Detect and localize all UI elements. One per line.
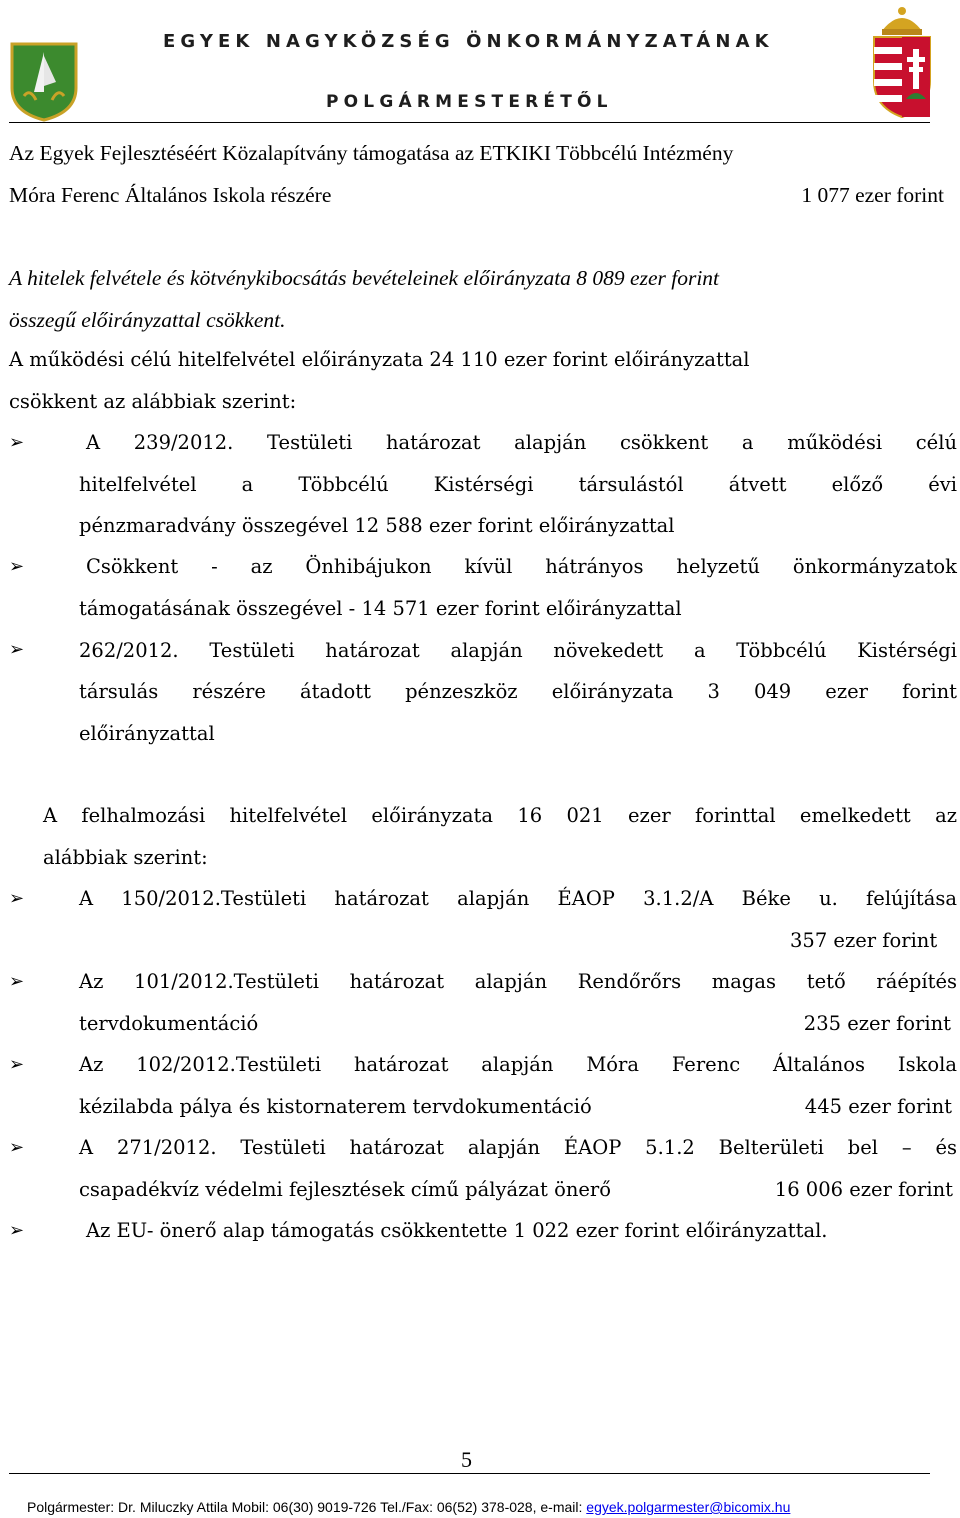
bullet-line: pénzmaradvány összegével 12 588 ezer forint előirányzattal xyxy=(79,514,675,537)
bullet-line: Az 101/2012.Testületi határozat alapján Rendőrőrs magas tető ráépítés xyxy=(79,970,957,993)
bullet-line: Csökkent - az Önhibájukon kívül hátrányos helyzetű önkormányzatok xyxy=(86,555,957,578)
bullet-line: A 271/2012. Testületi határozat alapján ÉAOP 5.1.2 Belterületi bel – és xyxy=(79,1136,957,1159)
mayor-name: Dr. Miluczky Attila xyxy=(118,1499,228,1515)
arrow-bullet-icon: ➢ xyxy=(9,971,25,992)
bullet-line: Az EU- önerő alap támogatás csökkentette 1 022 ezer forint előirányzattal. xyxy=(86,1219,828,1242)
text-segment: Móra Ferenc Általános Iskola részére xyxy=(9,183,332,207)
header-title: EGYEK NAGYKÖZSÉG ÖNKORMÁNYZATÁNAK xyxy=(163,31,774,52)
mobile-number: 06(30) 9019-726 xyxy=(272,1499,377,1515)
text-segment: csapadékvíz védelmi fejlesztések című pályázat önerő xyxy=(79,1178,611,1201)
arrow-bullet-icon: ➢ xyxy=(9,888,25,909)
arrow-bullet-icon: ➢ xyxy=(9,1137,25,1158)
bullet-line: hitelfelvétel a Többcélú Kistérségi társulástól átvett előző évi xyxy=(79,473,957,496)
amount: 1 077 ezer forint xyxy=(801,183,944,207)
footer-label: e-mail: xyxy=(540,1499,583,1515)
hungarian-coat-of-arms-icon xyxy=(868,3,936,120)
text-segment: tervdokumentáció xyxy=(79,1012,259,1035)
text-segment: kézilabda pálya és kistornaterem tervdokumentáció xyxy=(79,1095,592,1118)
bullet-line: A 239/2012. Testületi határozat alapján csökkent a működési célú xyxy=(86,431,957,454)
bullet-line: A 150/2012.Testületi határozat alapján ÉAOP 3.1.2/A Béke u. felújítása xyxy=(79,887,957,910)
text-segment: A működési célú hitelfelvétel előirányzata 24 110 ezer forint előirányzattal xyxy=(9,348,750,371)
footer-label: Mobil: xyxy=(231,1499,269,1515)
footer-divider xyxy=(9,1473,930,1474)
paragraph-line: Az Egyek Fejlesztéséért Közalapítvány támogatása az ETKIKI Többcélú Intézmény xyxy=(9,141,734,165)
header-subtitle: POLGÁRMESTERÉTŐL xyxy=(326,92,613,112)
arrow-bullet-icon: ➢ xyxy=(9,556,25,577)
footer-label: Polgármester: xyxy=(27,1499,115,1515)
amount: 235 ezer forint xyxy=(803,1012,951,1035)
paragraph-line: alábbiak szerint: xyxy=(43,846,208,869)
egyek-coat-of-arms-icon xyxy=(10,42,78,122)
amount: 16 006 ezer forint xyxy=(774,1178,953,1201)
arrow-bullet-icon: ➢ xyxy=(9,432,25,453)
bullet-line xyxy=(79,1180,953,1200)
italic-line: A hitelek felvétele és kötvénykibocsátás bevételeinek előirányzata 8 089 ezer forint xyxy=(9,266,720,290)
amount: 445 ezer forint xyxy=(804,1095,952,1118)
paragraph-line: A felhalmozási hitelfelvétel előirányzata 16 021 ezer forinttal emelkedett az xyxy=(43,804,957,827)
arrow-bullet-icon: ➢ xyxy=(9,1054,25,1075)
paragraph-line: csökkent az alábbiak szerint: xyxy=(9,390,297,413)
footer-contact xyxy=(27,1499,790,1515)
bullet-line: előirányzattal xyxy=(79,722,215,745)
email-link[interactable]: egyek.polgarmester@bicomix.hu xyxy=(586,1499,791,1515)
bullet-line: Az 102/2012.Testületi határozat alapján Móra Ferenc Általános Iskola xyxy=(79,1053,957,1076)
amount: 357 ezer forint xyxy=(790,929,938,952)
bullet-line xyxy=(79,1097,952,1117)
telfax-number: 06(52) 378-028, xyxy=(436,1499,537,1515)
paragraph-line xyxy=(9,350,957,370)
bullet-line: társulás részére átadott pénzeszköz előirányzata 3 049 ezer forint xyxy=(79,680,957,703)
paragraph-line xyxy=(9,185,944,207)
italic-line: összegű előirányzattal csökkent. xyxy=(9,308,286,332)
bullet-line: támogatásának összegével - 14 571 ezer forint előirányzattal xyxy=(79,597,682,620)
bullet-line xyxy=(79,1014,951,1034)
bullet-line: 262/2012. Testületi határozat alapján növekedett a Többcélú Kistérségi xyxy=(79,639,957,662)
arrow-bullet-icon: ➢ xyxy=(9,639,25,660)
footer-label: Tel./Fax: xyxy=(380,1499,433,1515)
header-divider xyxy=(9,122,930,123)
page-number: 5 xyxy=(461,1447,472,1472)
arrow-bullet-icon: ➢ xyxy=(9,1220,25,1241)
